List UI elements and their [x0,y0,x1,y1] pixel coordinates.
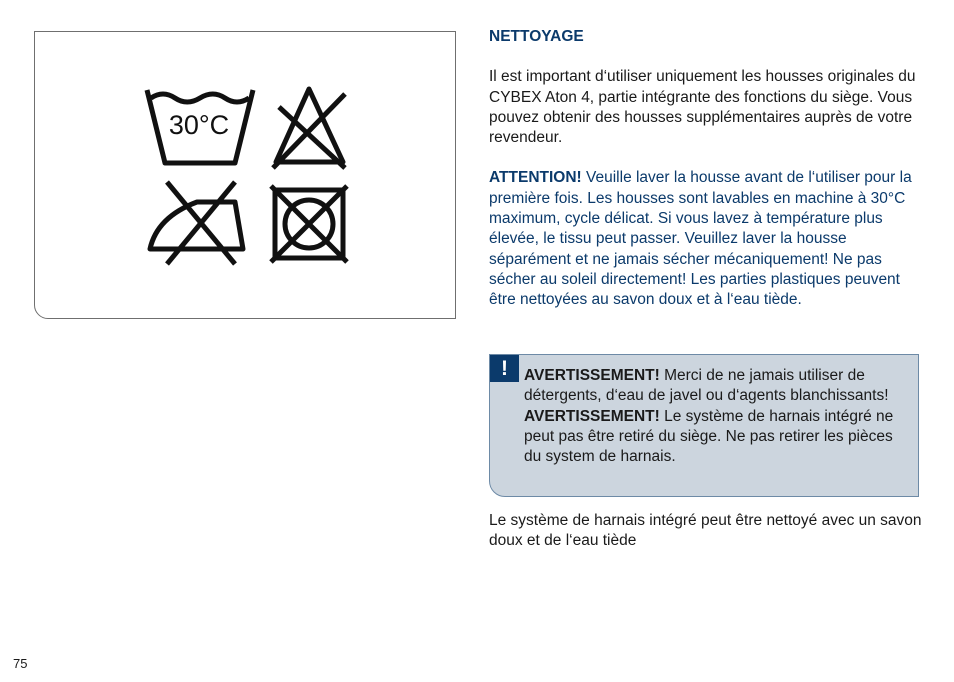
no-tumble-dry-icon [271,186,347,262]
warning-text-2: Le système de harnais intégré ne peut pas être retiré du siège. Ne pas retirer les pièces du system de harnais. [524,407,894,466]
page-number: 75 [13,656,28,671]
warning-label-2: AVERTISSEMENT! [524,407,660,425]
care-symbols-panel [34,31,456,319]
attention-text: Veuille laver la housse avant de l‘utiliser pour la première fois. Les housses sont lavables en machine à 30°C maximum, cycle délicat. Si vous lavez à température plus élevée, le tissu peut passer. Veuillez laver la housse séparément et ne jamais sécher mécaniquement! Ne pas sécher au soleil directement! Les parties plastiques peuvent être nettoyées au savon doux et à l‘eau tiède. [489,169,912,309]
section-heading: NETTOYAGE [489,28,584,45]
warning-label-1: AVERTISSEMENT! [524,367,660,384]
warning-box [489,354,919,497]
attention-label: ATTENTION! [489,169,582,187]
warning-text-1: Merci de ne jamais utiliser de détergents, d‘eau de javel ou d‘agents blanchissants! [524,367,889,405]
harness-cleaning-note: Le système de harnais intégré peut être nettoyé avec un savon doux et de l‘eau tiède [489,512,922,550]
no-bleach-icon [273,89,345,168]
wash-30-icon [147,90,253,163]
cleaning-section [489,27,929,311]
attention-paragraph [489,168,929,310]
warning-text [524,366,908,467]
no-iron-icon [150,182,243,264]
intro-paragraph: Il est important d‘utiliser uniquement les housses originales du CYBEX Aton 4, partie intégrante des fonctions du siège. Vous pouvez obtenir des housses supplémentaires auprès de votre revendeur. [489,68,916,147]
exclamation-icon: ! [490,355,519,382]
wash-temperature-label: 30°C [168,110,230,140]
